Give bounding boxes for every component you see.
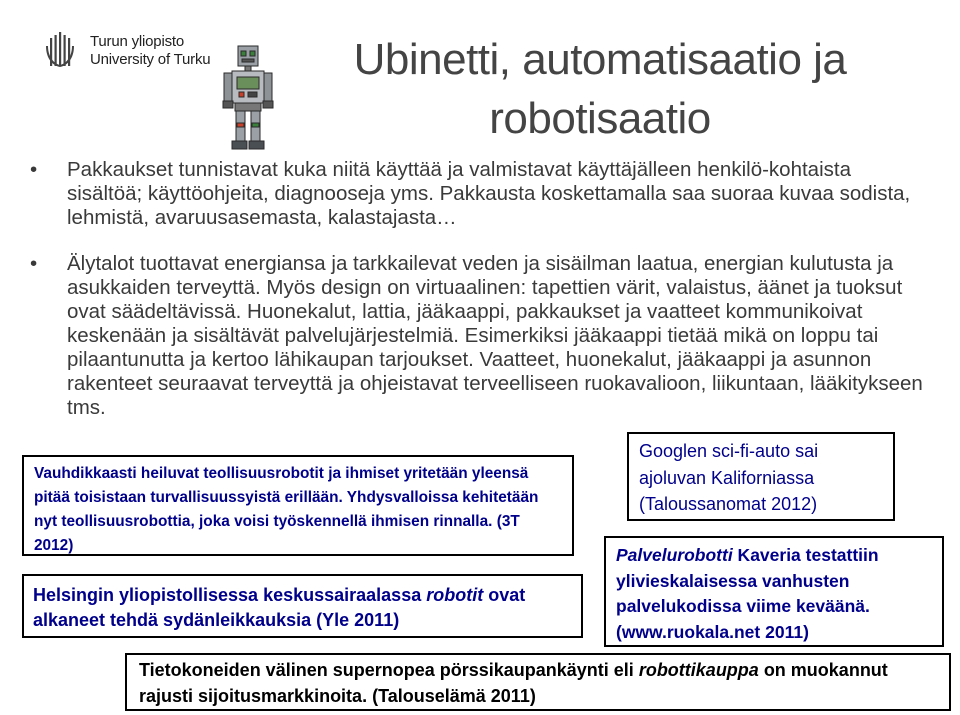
university-name-en: University of Turku <box>90 51 211 68</box>
bullet-item-packaging <box>30 158 930 230</box>
university-name <box>90 33 210 69</box>
callout-google-car <box>627 432 895 521</box>
callout-line: (Taloussanomat 2012) <box>639 494 818 514</box>
bullet-item-smart-homes <box>30 252 930 420</box>
callout-industrial-robots: Vauhdikkaasti heiluvat teollisuusrobotit ja ihmiset yritetään yleensä pitää toisistaan turvallisuussyistä erillään. Yhdysvalloissa kehitetään nyt teollisuusrobottia, joka voisi työskennellä ihmisen rinnalla. (3T 2012) <box>22 455 574 556</box>
university-crest-icon <box>44 32 76 68</box>
university-logo <box>44 32 214 72</box>
callout-text: Tietokoneiden välinen supernopea pörssikaupankäynti eli <box>139 660 639 680</box>
callout-service-robot <box>604 536 944 647</box>
slide-title: Ubinetti, automatisaatio ja robotisaatio <box>353 35 847 143</box>
callout-emphasis: Palvelurobotti <box>616 545 733 565</box>
bullet-text: Älytalot tuottavat energiansa ja tarkkailevat veden ja sisäilman laatua, energian kulutusta ja asukkaiden terveyttä. Myös design on virtuaalinen: tapettien värit, valaistus, äänet ja tuoksut ovat säädeltävissä. Huonekalut, lattia, jääkaappi, pakkaukset ja vaatteet kommunikoivat keskenään ja sisältävät palvelujärjestelmiä. Esimerkiksi jääkaappi tietää mikä on loppu tai pilaantunutta ja kertoo lähikaupan tarjoukset. Vaatteet, huonekalut, jääkaappi ja asunnon rakenteet seuraavat terveyttä ja ohjeistavat terveelliseen ruokavalioon, liikuntaan, lääkitykseen tms. <box>67 252 923 419</box>
bullet-dot-icon: • <box>30 252 38 275</box>
callout-text: Helsingin yliopistollisessa keskussairaalassa <box>33 585 427 605</box>
callout-emphasis: robottikauppa <box>638 660 759 680</box>
callout-robot-surgery <box>22 574 583 638</box>
bullet-text: Pakkaukset tunnistavat kuka niitä käyttää ja valmistavat käyttäjälleen henkilö-kohtaista sisältöä; käyttöohjeita, diagnooseja yms. Pakkausta koskettamalla saa suoraa kuvaa sodista, lehmistä, avaruusasemasta, kalastajasta… <box>67 158 911 229</box>
callout-text: ovat alkaneet tehdä sydänleikkauksia (Yle 2011) <box>33 585 526 630</box>
callout-robot-trading <box>125 653 951 711</box>
university-name-fi: Turun yliopisto <box>90 33 184 50</box>
bullet-list <box>30 158 930 420</box>
callout-text: on muokannut rajusti sijoitusmarkkinoita. (Talouselämä 2011) <box>139 660 888 706</box>
bullet-dot-icon: • <box>30 158 38 181</box>
callout-line: ajoluvan Kaliforniassa <box>639 467 815 488</box>
callout-text: Kaveria testattiin ylivieskalaisessa vanhusten palvelukodissa viime keväänä. (www.ruokala.net 2011) <box>616 545 879 642</box>
callout-line: Googlen sci-fi-auto sai <box>639 441 819 461</box>
callout-emphasis: robotit <box>426 585 484 605</box>
robot-illustration <box>222 44 274 156</box>
